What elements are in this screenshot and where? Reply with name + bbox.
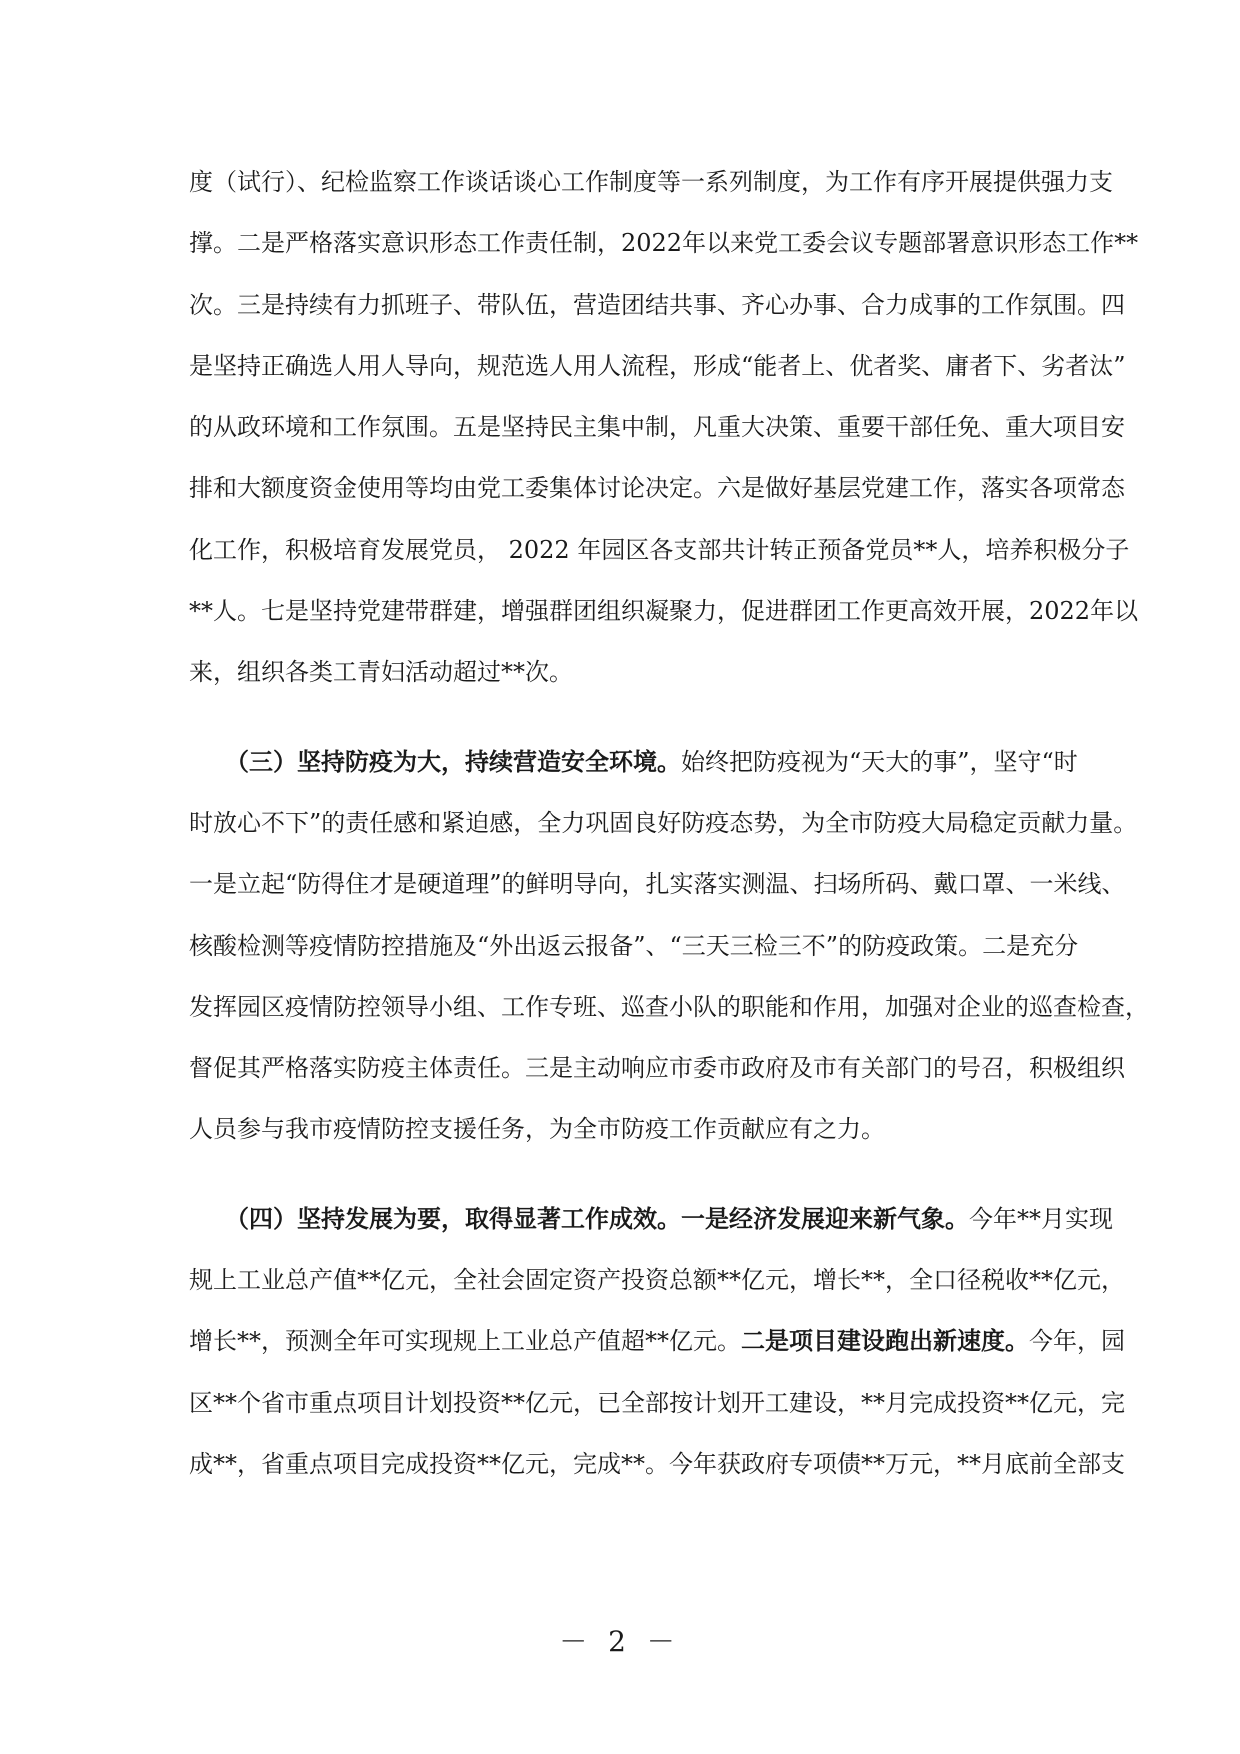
text-line — [189, 1048, 1125, 1109]
body-text-segment: 今年**月实现 — [969, 1204, 1113, 1233]
text-line — [189, 223, 1139, 284]
paragraph — [189, 742, 1149, 1171]
text-line — [189, 803, 1138, 864]
bold-heading-text: 二是项目建设跑出新速度。 — [741, 1326, 1029, 1356]
body-text-segment: 发挥园区疫情防控领导小组、工作专班、巡查小队的职能和作用，加强对企业的巡查检查， — [189, 992, 1149, 1021]
text-line — [189, 1260, 1125, 1321]
bold-heading-text: （三）坚持防疫为大，持续营造安全环境。 — [189, 746, 681, 776]
text-line — [189, 864, 1126, 925]
body-text-segment: 度（试行）、纪检监察工作谈话谈心工作制度等一系列制度，为工作有序开展提供强力支 — [189, 168, 1113, 196]
body-text-segment: 始终把防疫视为“天大的事”，坚守“时 — [681, 747, 1078, 776]
body-text-segment: 规上工业总产值**亿元，全社会固定资产投资总额**亿元，增长**，全口径税收**亿元， — [189, 1266, 1125, 1295]
body-text-segment: 区**个省市重点项目计划投资**亿元，已全部按计划开工建设，**月完成投资**亿元，完 — [189, 1388, 1125, 1417]
text-line — [189, 591, 1139, 652]
body-text-segment: 排和大额度资金使用等均由党工委集体讨论决定。六是做好基层党建工作，落实各项常态 — [189, 474, 1125, 503]
text-line — [189, 530, 1130, 591]
text-line — [189, 1109, 1056, 1170]
text-line — [189, 346, 1126, 407]
text-line — [189, 1444, 1125, 1505]
text-line — [189, 285, 1125, 346]
text-line — [189, 1321, 1125, 1382]
paragraph — [189, 1199, 1125, 1505]
body-text-segment: **人。七是坚持党建带群建，增强群团组织凝聚力，促进群团工作更高效开展，2022年以 — [189, 597, 1139, 626]
body-text-segment: 撑。二是严格落实意识形态工作责任制，2022年以来党工委会议专题部署意识形态工作** — [189, 229, 1139, 258]
body-text-segment: 来，组织各类工青妇活动超过**次。 — [189, 658, 573, 687]
text-line — [189, 742, 1078, 803]
paragraph-gap — [189, 1171, 1056, 1199]
page-number: － 2 － — [559, 1625, 681, 1658]
text-line — [189, 652, 1056, 713]
text-line — [189, 407, 1125, 468]
text-line — [189, 987, 1149, 1048]
body-text-segment: 人员参与我市疫情防控支援任务，为全市防疫工作贡献应有之力。 — [189, 1115, 885, 1144]
text-line — [189, 468, 1125, 529]
paragraph-gap — [189, 714, 1056, 742]
text-line — [189, 162, 1113, 223]
bold-heading-text: （四）坚持发展为要，取得显著工作成效。一是经济发展迎来新气象。 — [189, 1203, 969, 1233]
body-text-segment: 是坚持正确选人用人导向，规范选人用人流程，形成“能者上、优者奖、庸者下、劣者汰” — [189, 351, 1126, 380]
body-text-segment: 核酸检测等疫情防控措施及“外出返云报备”、“三天三检三不”的防疫政策。二是充分 — [189, 931, 1079, 960]
body-text-segment: 督促其严格落实防疫主体责任。三是主动响应市委市政府及市有关部门的号召，积极组织 — [189, 1054, 1125, 1083]
body-text-segment: 增长**，预测全年可实现规上工业总产值超**亿元。 — [189, 1327, 741, 1356]
body-text-segment: 化工作，积极培育发展党员， 2022 年园区各支部共计转正预备党员**人，培养积极分子 — [189, 535, 1130, 564]
body-text-segment: 一是立起“防得住才是硬道理”的鲜明导向，扎实落实测温、扫场所码、戴口罩、一米线、 — [189, 870, 1126, 899]
text-line — [189, 1199, 1113, 1260]
body-text-segment: 成**，省重点项目完成投资**亿元，完成**。今年获政府专项债**万元，**月底前全部支 — [189, 1449, 1125, 1478]
document-body — [189, 162, 1149, 1505]
body-text-segment: 次。三是持续有力抓班子、带队伍，营造团结共事、齐心办事、合力成事的工作氛围。四 — [189, 290, 1125, 319]
paragraph — [189, 162, 1139, 714]
body-text-segment: 的从政环境和工作氛围。五是坚持民主集中制，凡重大决策、重要干部任免、重大项目安 — [189, 413, 1125, 442]
body-text-segment: 今年，园 — [1029, 1327, 1125, 1356]
body-text-segment: 时放心不下”的责任感和紧迫感，全力巩固良好防疫态势，为全市防疫大局稳定贡献力量。 — [189, 808, 1138, 837]
text-line — [189, 926, 1079, 987]
text-line — [189, 1383, 1125, 1444]
